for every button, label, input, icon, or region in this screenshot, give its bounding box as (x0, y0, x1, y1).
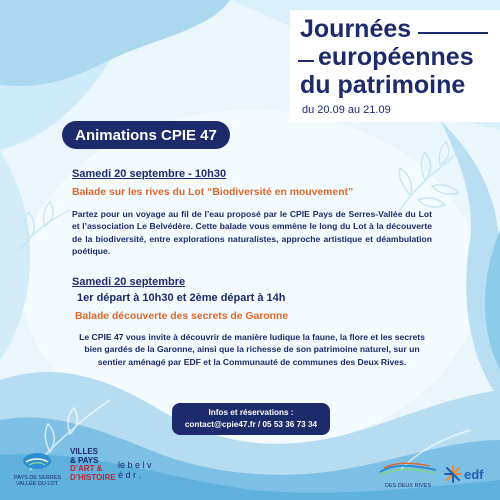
event1-description: Partez pour un voyage au fil de l’eau proposé par le CPIE Pays de Serres-Vallée du Lot et l’association Le Belvédère. Cette balade vous emmène le long du Lot à la découverte de la biodiversité, entre explorations naturalistes, approche artistique et déambulation poétique. (72, 209, 432, 257)
deux-rives-logo (378, 462, 438, 489)
title-line-2-text: européennes (318, 43, 474, 71)
vpah-line3: D’ART & (70, 464, 103, 473)
vpah-logo (70, 447, 116, 482)
title-line-2 (318, 44, 474, 70)
event1-date: Samedi 20 septembre - 10h30 (72, 168, 227, 180)
info-reservations-box (172, 403, 330, 435)
info-contact[interactable]: contact@cpie47.fr / 05 53 36 73 34 (184, 420, 318, 429)
title-line-1: Journées (300, 15, 412, 43)
vpah-line2: & PAYS (70, 455, 99, 465)
event2-title: Balade découverte des secrets de Garonne (75, 311, 289, 322)
event2-departures: 1er départ à 10h30 et 2ème départ à 14h (77, 292, 286, 304)
edf-logo (444, 465, 490, 483)
vpah-line1: VILLES (70, 447, 99, 456)
event2-description: Le CPIE 47 vous invite à découvrir de manière ludique la faune, la flore et les secrets bien gardés de la Garonne, ainsi que la richesse de son patrimoine naturel, sur un sentier aménagé par EDF et la Communauté de communes des Deux Rives. (79, 332, 425, 367)
event2-date: Samedi 20 septembre (72, 276, 186, 288)
cpie-logo-line1: PAYS DE SERRES (14, 475, 62, 481)
animations-badge: Animations CPIE 47 (62, 121, 230, 149)
event-dates: du 20.09 au 21.09 (302, 104, 391, 116)
cpie-emblem-icon (14, 452, 60, 470)
event1-title: Balade sur les rives du Lot “Biodiversité en mouvement” (72, 187, 354, 198)
title-dash-right (418, 32, 488, 34)
belvedere-logo: le b e l v é d r . (118, 460, 152, 480)
edf-sun-icon (444, 465, 462, 483)
title-dash-left (298, 60, 314, 62)
title-line-3: du patrimoine (300, 71, 466, 99)
deux-rives-text: DES DEUX RIVES (384, 483, 432, 489)
info-label: Infos et réservations : (208, 408, 294, 417)
edf-text: edf (464, 466, 484, 482)
deux-rives-wave-icon (378, 462, 438, 478)
cpie-logo (14, 452, 60, 487)
cpie-logo-line2: VALLÉE DU LOT (15, 481, 59, 487)
vpah-line4: D’HISTOIRE (70, 472, 116, 482)
event-title-block (290, 10, 500, 122)
